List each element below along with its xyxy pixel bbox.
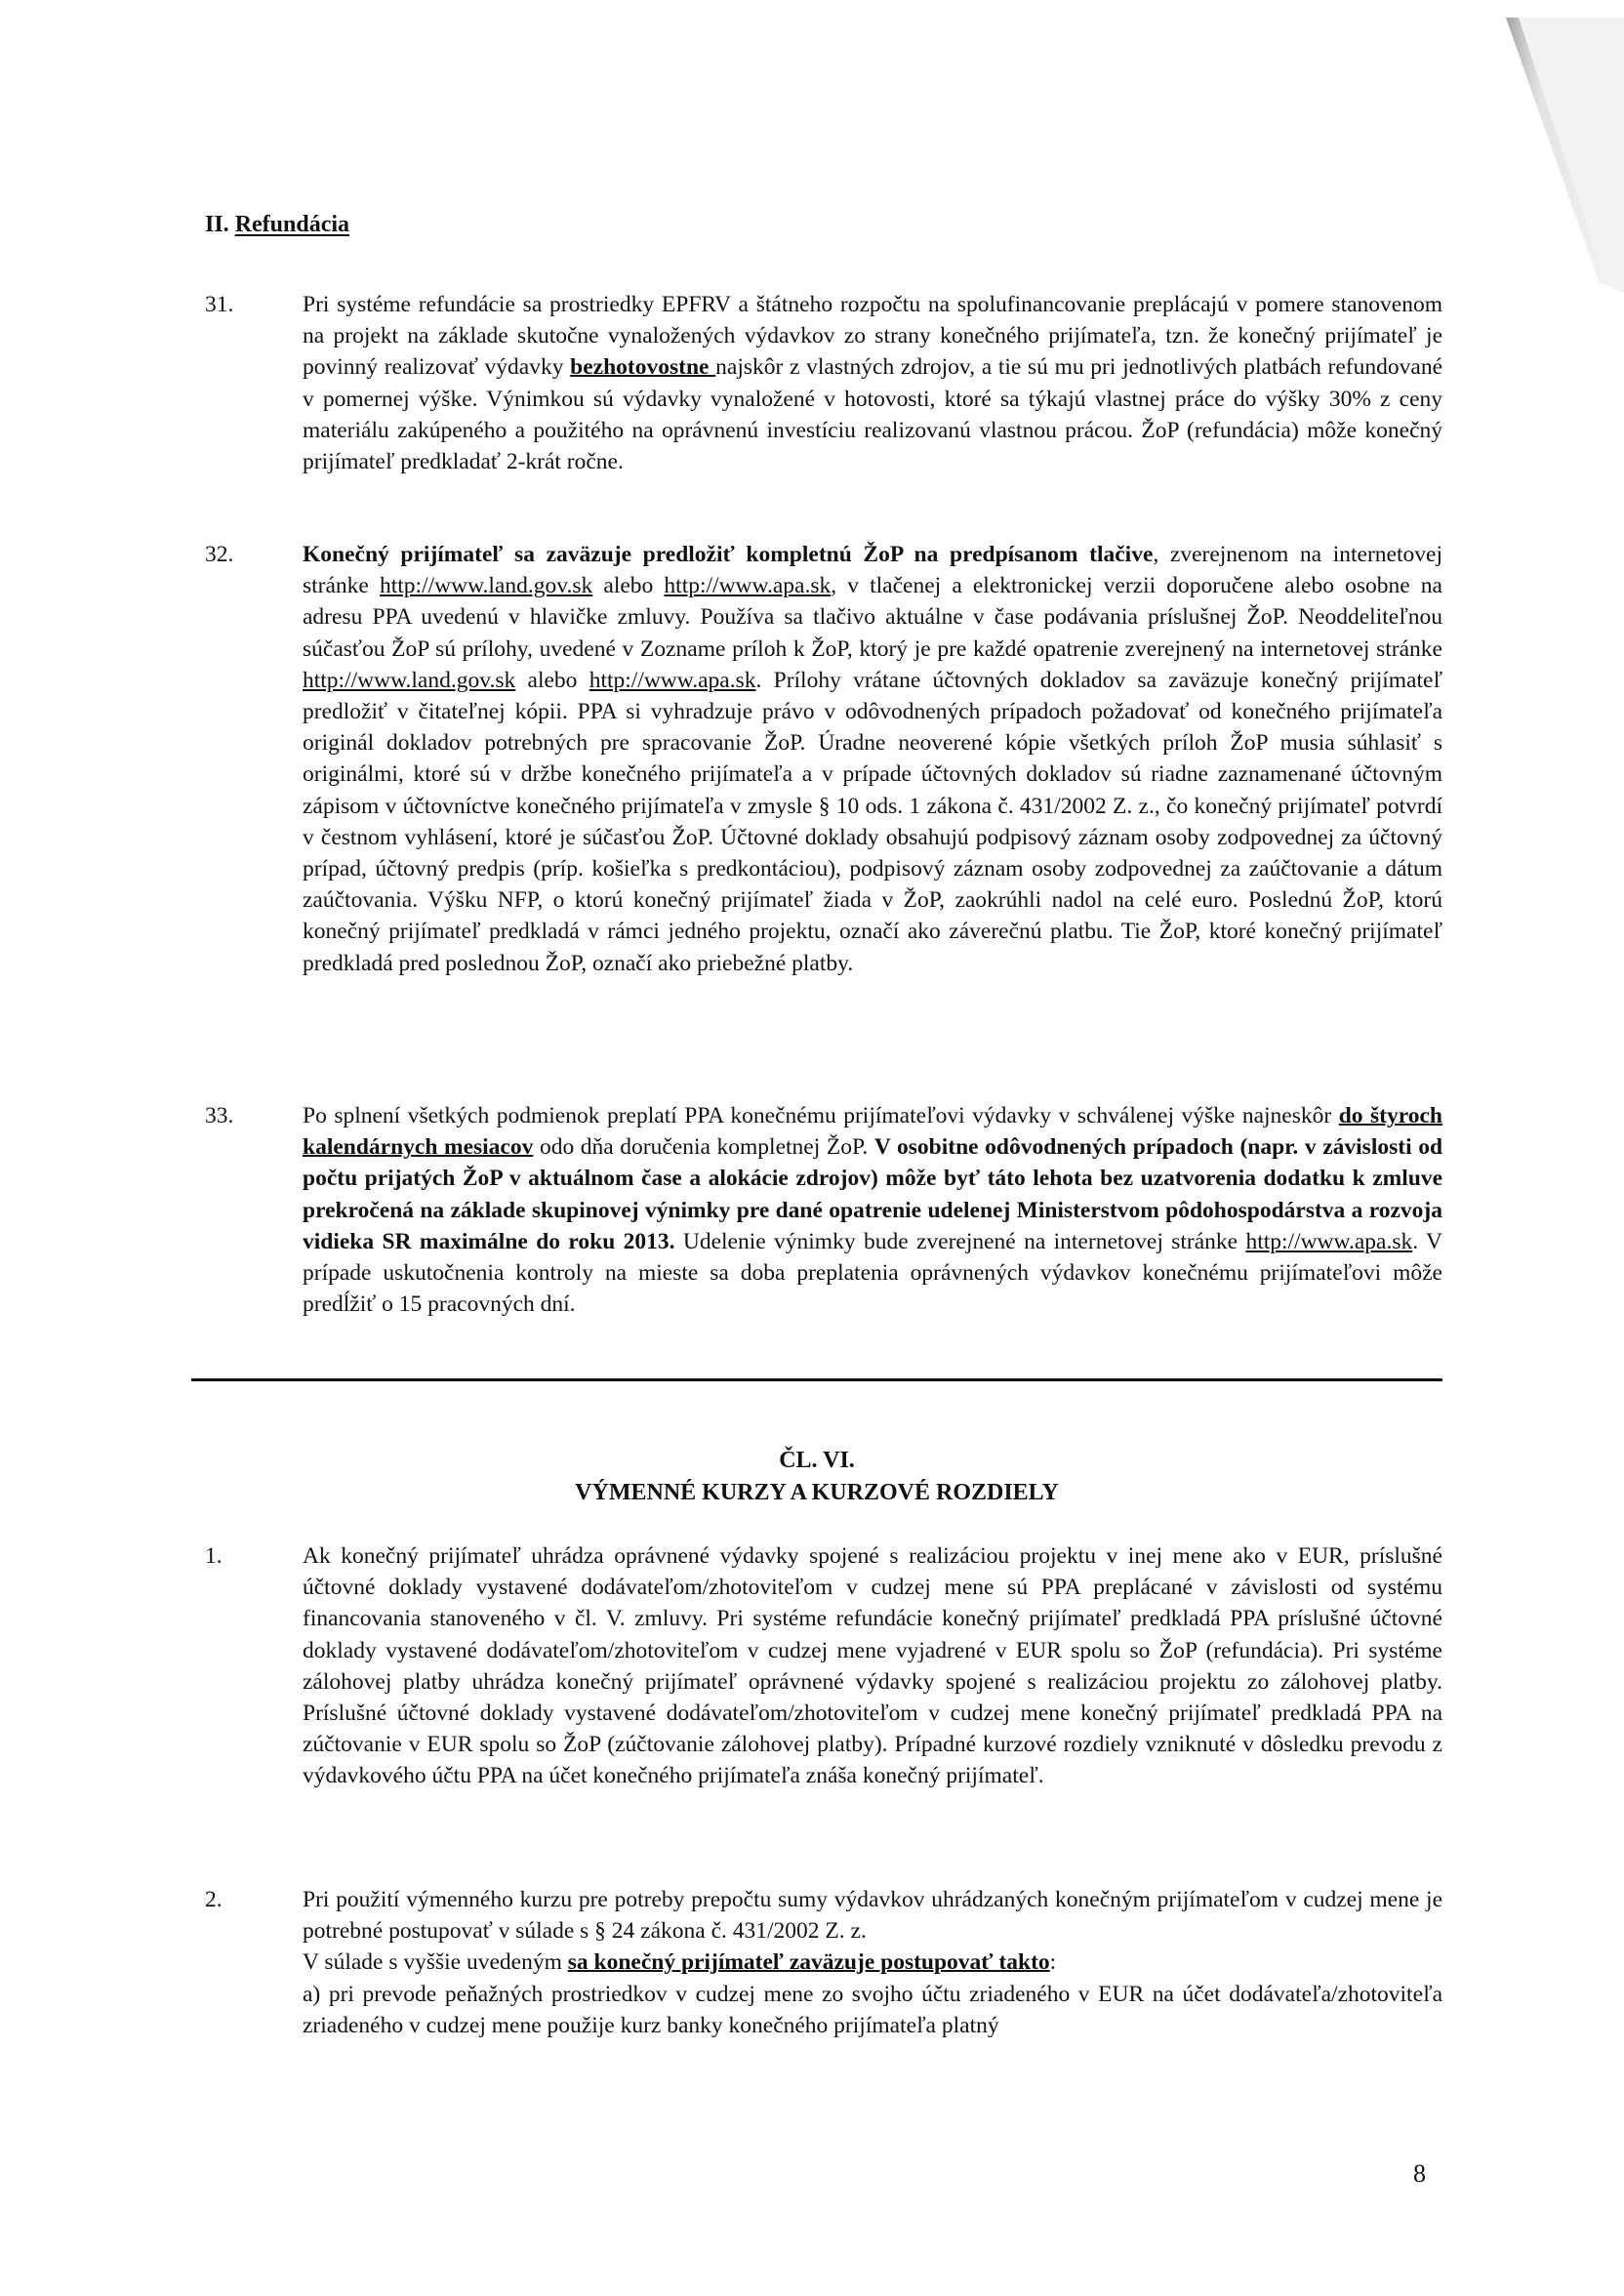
emphasized-text: sa konečný prijímateľ zaväzuje postupovať takto xyxy=(567,1949,1050,1976)
text-run: Po splnení všetkých podmienok preplatí PPA konečnému prijímateľovi výdavky v schválenej výške najneskôr xyxy=(303,1103,1339,1128)
bold-text: Konečný prijímateľ sa zaväzuje predložiť kompletnú ŽoP na predpísanom tlačive xyxy=(303,542,1154,567)
horizontal-divider xyxy=(191,1378,1442,1381)
text-run: alebo xyxy=(592,573,665,599)
text-run: odo dňa doručenia kompletnej ŽoP. xyxy=(533,1134,874,1161)
text-run: Pri systéme refundácie sa prostriedky EPFRV a štátneho rozpočtu na spolufinancovanie preplácajú v pomere stanovenom na projekt na základe skutočne vynaložených výdavkov zo strany konečného prijímateľa, tzn. že konečný prijímateľ je povinný realizovať výdavky xyxy=(303,292,1442,381)
text-run: : xyxy=(1049,1949,1057,1976)
clause-text xyxy=(303,1540,1442,1792)
url-link[interactable]: http://www.apa.sk xyxy=(589,667,756,693)
emphasized-text: do štyroch kalendárnych mesiacov xyxy=(303,1103,1443,1161)
text-run: alebo xyxy=(515,667,589,693)
url-link[interactable]: http://www.apa.sk xyxy=(664,573,832,599)
text-run: a) pri prevode peňažných prostriedkov v cudzej mene zo svojho účtu zriadeného v EUR na účet dodávateľa/zhotoviteľa zriadeného v cudzej mene použije kurz banky konečného prijímateľa platný xyxy=(303,1981,1442,2038)
text-run: . Prílohy vrátane účtovných dokladov sa zaväzuje konečný prijímateľ predložiť v čitateľnej kópii. PPA si vyhradzuje právo v odôvodnených prípadoch požadovať od konečného prijímateľa originál dokladov potrebných pre spracovanie ŽoP. Úradne neoverené kópie všetkých príloh ŽoP musia súhlasiť s originálmi, ktoré sú v držbe konečného prijímateľa a v prípade účtovných dokladov sú riadne zaznamenané účtovným zápisom v účtovníctve konečného prijímateľa v zmysle § 10 ods. 1 zákona č. 431/2002 Z. z., čo konečný prijímateľ potvrdí v čestnom vyhlásení, ktoré je súčasťou ŽoP. Účtovné doklady obsahujú podpisový záznam osoby zodpovednej za účtovný prípad, účtovný predpis (príp. košieľka s predkontáciou), podpisový záznam osoby zodpovednej za zaúčtovanie a dátum zaúčtovania. Výšku NFP, o ktorú konečný prijímateľ žiada v ŽoP, zaokrúhli nadol na celé euro. Poslednú ŽoP, ktorú konečný prijímateľ predkladá v rámci jedného projektu, označí ako záverečnú platbu. Tie ŽoP, ktoré konečný prijímateľ predkladá pred poslednou ŽoP, označí ako priebežné platby. xyxy=(303,667,1442,976)
clause-number: 31. xyxy=(205,292,234,317)
article-number: ČL. VI. xyxy=(779,1448,855,1473)
article-vi-item-1 xyxy=(205,1540,1442,1792)
clause-number: 33. xyxy=(205,1103,234,1128)
emphasized-text: bezhotovostne xyxy=(570,354,716,381)
text-run: najskôr z vlastných zdrojov, a tie sú mu pri jednotlivých platbách refundované v pomernej výške. Výnimkou sú výdavky vynaložené v hotovosti, ktoré sa týkajú vlastnej práce do výšky 30% z ceny materiálu zakúpeného a použitého na oprávnenú investíciu realizovanú vlastnou prácou. ŽoP (refundácia) môže konečný prijímateľ predkladať 2-krát ročne. xyxy=(303,354,1442,475)
text-run: , zverejnenom na internetovej stránke xyxy=(303,542,1442,599)
clause-33 xyxy=(205,1100,1442,1320)
clause-text xyxy=(303,1100,1442,1320)
text-run: Ak konečný prijímateľ uhrádza oprávnené výdavky spojené s realizáciou projektu v inej mene ako v EUR, príslušné účtovné doklady vystavené dodávateľom/zhotoviteľom v cudzej mene sú PPA preplácané v závislosti od systému financovania stanoveného v čl. V. zmluvy. Pri systéme refundácie konečný prijímateľ predkladá PPA príslušné účtovné doklady vystavené dodávateľom/zhotoviteľom v cudzej mene vyjadrené v EUR spolu so ŽoP (refundácia). Pri systéme zálohovej platby uhrádza konečný prijímateľ oprávnené výdavky spojené s realizáciou projektu zo zálohovej platby. Príslušné účtovné doklady vystavené dodávateľom/zhotoviteľom v cudzej mene konečný prijímateľ predkladá PPA na zúčtovanie v EUR spolu so ŽoP (zúčtovanie zálohovej platby). Prípadné kurzové rozdiely vzniknuté v dôsledku prevodu z výdavkového účtu PPA na účet konečného prijímateľa znáša konečný prijímateľ. xyxy=(303,1543,1442,1789)
clause-text xyxy=(303,1884,1442,2041)
section-heading xyxy=(205,209,349,240)
text-run: Udelenie výnimky bude zverejnené na internetovej stránke xyxy=(674,1228,1246,1254)
clause-paragraph xyxy=(303,1947,1442,1978)
text-run: V súlade s vyššie uvedeným xyxy=(303,1949,568,1976)
article-title: VÝMENNÉ KURZY A KURZOVÉ ROZDIELY xyxy=(575,1480,1059,1505)
clause-number: 32. xyxy=(205,542,234,567)
clause-number: 1. xyxy=(205,1543,223,1569)
clause-text xyxy=(303,539,1442,979)
text-run: . V prípade uskutočnenia kontroly na mieste sa doba preplatenia oprávnených výdavkov konečnému prijímateľovi môže predĺžiť o 15 pracovných dní. xyxy=(303,1228,1443,1318)
text-run: , v tlačenej a elektronickej verzii doporučene alebo osobne na adresu PPA uvedenú v hlavičke zmluvy. Používa sa tlačivo aktuálne v čase podávania príslušnej ŽoP. Neoddeliteľnou súčasťou ŽoP sú prílohy, uvedené v Zozname príloh k ŽoP, ktorý je pre každé opatrenie zverejnený na internetovej stránke xyxy=(303,573,1442,662)
clause-31 xyxy=(205,289,1442,477)
clause-number: 2. xyxy=(205,1887,223,1912)
clause-paragraph xyxy=(303,1884,1442,1947)
text-run: Pri použití výmenného kurzu pre potreby prepočtu sumy výdavkov uhrádzaných konečným prijímateľom v cudzej mene je potrebné postupovať v súlade s § 24 zákona č. 431/2002 Z. z. xyxy=(303,1887,1442,1945)
bold-text: V osobitne odôvodnených prípadoch (napr. v závislosti od počtu prijatých ŽoP v aktuálnom čase a alokácie zdrojov) môže byť táto lehota bez uzatvorenia dodatku k zmluve prekročená na základe skupinovej výnimky pre dané opatrenie udelenej Ministerstvom pôdohospodárstva a rozvoja vidieka SR maximálne do roku 2013. xyxy=(303,1134,1443,1254)
url-link[interactable]: http://www.land.gov.sk xyxy=(380,573,593,599)
url-link[interactable]: http://www.apa.sk xyxy=(1245,1228,1413,1254)
url-link[interactable]: http://www.land.gov.sk xyxy=(303,667,516,693)
clause-paragraph xyxy=(303,1979,1442,2041)
clause-32 xyxy=(205,539,1442,979)
clause-text xyxy=(303,289,1442,477)
article-heading xyxy=(191,1445,1442,1509)
section-title: Refundácia xyxy=(234,212,350,237)
section-roman: II. xyxy=(205,212,229,237)
article-vi-item-2 xyxy=(205,1884,1442,2041)
page-number: 8 xyxy=(1413,2159,1426,2188)
